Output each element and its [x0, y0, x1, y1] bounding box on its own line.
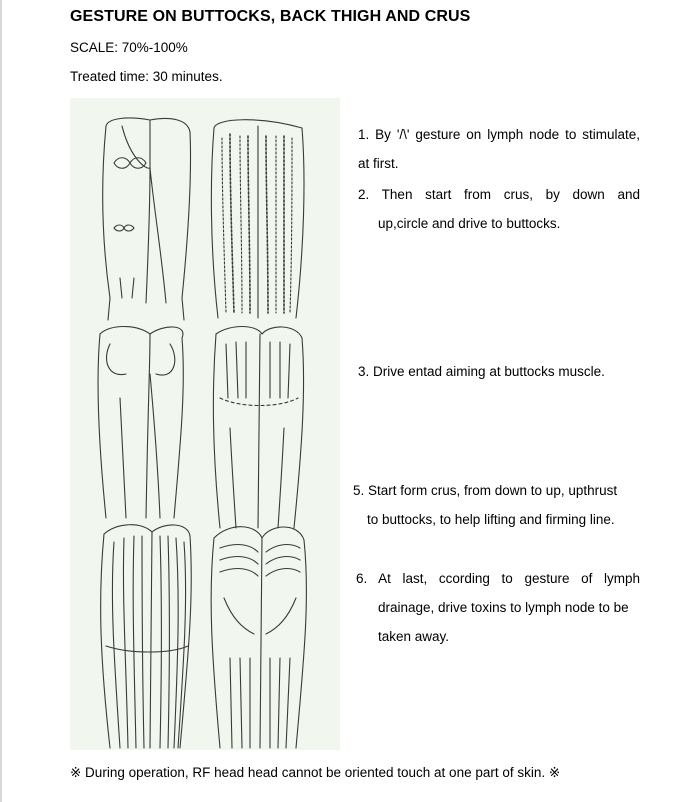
step-5-line-1: 5. Start form crus, from down to up, upthrust [353, 483, 618, 498]
step-3-line-1: 3. Drive entad aiming at buttocks muscle. [358, 364, 605, 379]
page-edge-divider [0, 0, 2, 802]
step-5-line-2: to buttocks, to help lifting and firming line. [367, 512, 615, 527]
treated-time-text: Treated time: 30 minutes. [70, 69, 223, 84]
footer-warning-note: ※ During operation, RF head head cannot be oriented touch at one part of skin. ※ [70, 765, 561, 780]
diagram-row3-left [101, 525, 192, 748]
step-5-text [353, 476, 641, 534]
step-6-line-2: drainage, drive toxins to lymph node to be [378, 600, 629, 615]
step-1-line-2: at first. [358, 156, 399, 171]
step-2-line-1: 2. Then start from crus, by down and [358, 187, 640, 202]
diagram-row2-right [213, 327, 303, 529]
leg-gesture-illustration [70, 98, 340, 750]
scale-text: SCALE: 70%-100% [70, 40, 188, 55]
diagram-row2-left [98, 327, 183, 519]
step-2-text [358, 180, 640, 238]
document-title: GESTURE ON BUTTOCKS, BACK THIGH AND CRUS [70, 8, 471, 25]
diagram-row1-right [211, 120, 304, 318]
step-6-text [356, 564, 640, 651]
step-1-line-1: 1. By '/\' gesture on lymph node to stimulate, [358, 127, 640, 142]
diagram-row3-right [211, 527, 306, 748]
step-1-text [358, 120, 640, 178]
step-3-text [358, 357, 640, 386]
step-6-line-3: taken away. [378, 629, 450, 644]
step-6-line-1: 6. At last, ccording to gesture of lymph [356, 571, 640, 586]
step-2-line-2: up,circle and drive to buttocks. [378, 216, 561, 231]
diagram-row1-left [103, 118, 191, 320]
